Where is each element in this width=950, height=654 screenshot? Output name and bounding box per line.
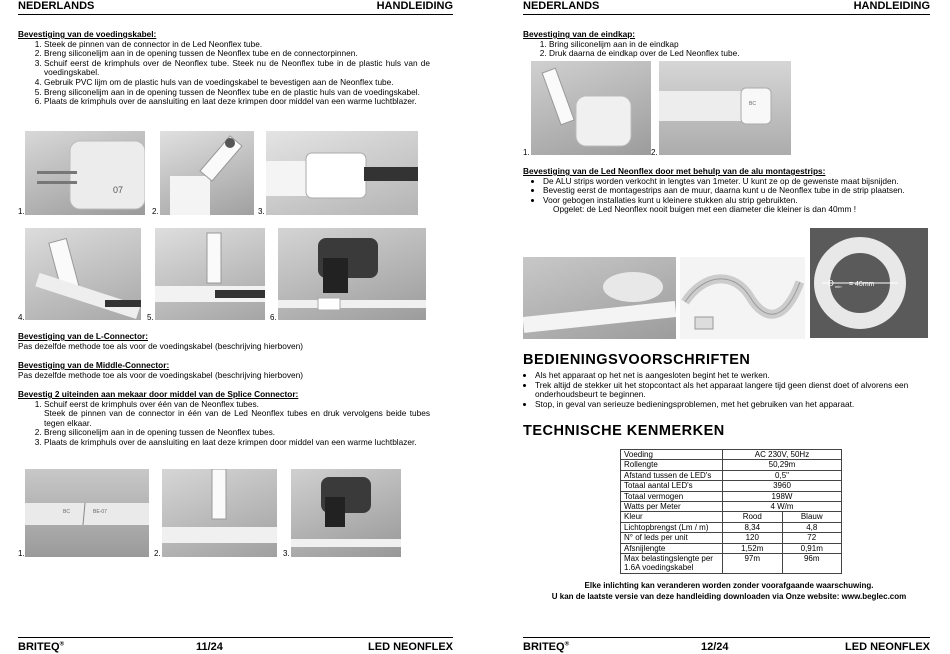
tube-print: BC bbox=[749, 101, 756, 107]
photo-heat-gun bbox=[278, 228, 426, 320]
bullet-item: • Stop, in geval van serieuze bedieningsproblemen, met het gebruiken van het apparaat. bbox=[535, 400, 935, 410]
section-text: Pas dezelfde methode toe als voor de voedingskabel (beschrijving hierboven) bbox=[18, 369, 304, 380]
step-item: 2. Breng siliconelijm aan in de opening tussen de Neonflex tubes. bbox=[44, 428, 430, 438]
warning-text: Opgelet: de Led Neonflex nooit buigen met een diameter die kleiner is dan 40mm ! bbox=[553, 204, 857, 215]
photo-min-diameter bbox=[810, 228, 928, 338]
photo-alu-strip-mount-art bbox=[523, 257, 676, 339]
section-title: Bevestiging van de voedingskabel: bbox=[18, 29, 157, 39]
spec-value: 50,29m bbox=[723, 460, 842, 470]
step-item: 2. Breng siliconelijm aan in de opening tussen de Neonflex tube en de connectorpinnen. bbox=[44, 49, 430, 59]
bullet-item: • Voor gebogen installaties kunt u kleinere stukken alu strip gebruikten. bbox=[543, 196, 935, 206]
spec-value-red: 8,34 bbox=[723, 522, 783, 532]
bullet-list bbox=[523, 177, 935, 206]
section-title: Bevestig 2 uiteinden aan mekaar door middel van de Splice Connector: bbox=[18, 389, 299, 399]
photo-number: 1. bbox=[523, 148, 530, 157]
step-list bbox=[523, 40, 935, 59]
spec-value-red: 97m bbox=[723, 554, 783, 574]
spec-value: 0,5" bbox=[723, 470, 842, 480]
step-list bbox=[18, 400, 430, 448]
section-alu-strips bbox=[523, 167, 935, 215]
photo-splice-heat-art bbox=[291, 469, 401, 557]
page-header bbox=[523, 0, 930, 15]
table-row bbox=[621, 491, 842, 501]
photo-heat-gun-art bbox=[278, 228, 426, 320]
bullet-item: • Als het apparaat op het net is aangesloten begint het te werken. bbox=[535, 371, 935, 381]
section-title: Bevestiging van de Led Neonflex door met behulp van de alu montagestrips: bbox=[523, 166, 826, 176]
table-row bbox=[621, 470, 842, 480]
spec-label: Kleur bbox=[621, 512, 723, 522]
tube-print: BE-07 bbox=[93, 509, 107, 515]
photo-two-tubes-art bbox=[25, 469, 149, 557]
brand-name: BRITEQ bbox=[18, 641, 60, 653]
step-continuation: Steek de pinnen van de connector in één van de Led Neonflex tubes en druk vervolgens beide tubes tegen elkaar. bbox=[44, 408, 430, 428]
photo-silicone-glue bbox=[160, 131, 254, 215]
header-doc-type: HANDLEIDING bbox=[376, 0, 453, 12]
table-row bbox=[621, 533, 842, 543]
notice-text: Elke inlichting kan veranderen worden zonder voorafgaande waarschuwing. bbox=[584, 581, 874, 590]
header-doc-type: HANDLEIDING bbox=[853, 0, 930, 12]
photo-two-tubes bbox=[25, 469, 149, 557]
spec-label: N° of leds per unit bbox=[621, 533, 723, 543]
spec-value-blue: 96m bbox=[782, 554, 842, 574]
header-language: NEDERLANDS bbox=[18, 0, 95, 12]
spec-value-red: Rood bbox=[723, 512, 783, 522]
table-row bbox=[621, 554, 842, 574]
section-end-cap bbox=[523, 30, 935, 59]
step-item: 3. Schuif eerst de krimphuls over de Neonflex tube. Steek nu de Neonflex tube in de plastic huls van de voedingskabel. bbox=[44, 59, 430, 78]
table-row bbox=[621, 543, 842, 553]
photo-silicone-sleeve-art bbox=[155, 228, 265, 320]
photo-splice-heat bbox=[291, 469, 401, 557]
photo-number: 5. bbox=[147, 313, 154, 322]
section-splice-connector bbox=[18, 390, 430, 448]
spec-value-red: 1,52m bbox=[723, 543, 783, 553]
photo-pvc-glue bbox=[25, 228, 141, 320]
spec-value-blue: Blauw bbox=[782, 512, 842, 522]
spec-value: 4 W/m bbox=[723, 502, 842, 512]
tube-print: BC bbox=[63, 509, 70, 515]
table-row bbox=[621, 481, 842, 491]
photo-number: 6. bbox=[270, 313, 277, 322]
right-page bbox=[475, 0, 950, 654]
spec-label: Afstand tussen de LED's bbox=[621, 470, 723, 480]
download-notice: U kan de laatste versie van deze handleiding downloaden via Onze website: www.beglec.com bbox=[551, 592, 907, 601]
photo-tube-in-sleeve bbox=[266, 131, 418, 215]
step-item: 2. Druk daarna de eindkap over de Led Neonflex tube. bbox=[549, 49, 935, 59]
tube-print: 07 bbox=[113, 185, 124, 195]
photo-pvc-glue-art bbox=[25, 228, 141, 320]
spec-value-blue: 0,91m bbox=[782, 543, 842, 553]
step-item: 3. Plaats de krimphuls over de aansluiting en laat deze krimpen door middel van een warme luchtblazer. bbox=[44, 438, 430, 448]
page-footer bbox=[18, 637, 453, 654]
footer-brand bbox=[523, 641, 569, 653]
spec-label: Watts per Meter bbox=[621, 502, 723, 512]
spec-table bbox=[620, 449, 842, 574]
photo-number: 2. bbox=[154, 549, 161, 558]
spec-value: 198W bbox=[723, 491, 842, 501]
diameter-label: D bbox=[828, 279, 834, 288]
section-power-cable bbox=[18, 30, 430, 107]
bullet-item: • De ALU strips worden verkocht in lengtes van 1meter. U kunt ze op de gewenste maat bijsnijden. bbox=[543, 177, 935, 187]
diameter-value: = 40mm bbox=[849, 281, 875, 288]
section-text: Pas dezelfde methode toe als voor de voedingskabel (beschrijving hierboven) bbox=[18, 340, 304, 351]
photo-min-diameter-art bbox=[810, 228, 928, 338]
bullet-list bbox=[523, 371, 935, 409]
diameter-subscript: min bbox=[835, 284, 842, 289]
spec-label: Totaal vermogen bbox=[621, 491, 723, 501]
photo-end-cap-fitted bbox=[659, 61, 791, 155]
step-item: 1. Bring siliconelijm aan in de eindkap bbox=[549, 40, 935, 50]
heading-technical: TECHNISCHE KENMERKEN bbox=[523, 423, 725, 439]
table-row bbox=[621, 522, 842, 532]
photo-end-cap-fitted-art bbox=[659, 61, 791, 155]
photo-bent-installation-art bbox=[680, 257, 805, 339]
registered-mark: ® bbox=[564, 641, 569, 648]
photo-number: 2. bbox=[651, 148, 658, 157]
photo-number: 1. bbox=[18, 207, 25, 216]
spec-label: Voeding bbox=[621, 450, 723, 460]
header-language: NEDERLANDS bbox=[523, 0, 600, 12]
photo-bent-installation bbox=[680, 257, 805, 339]
registered-mark: ® bbox=[59, 641, 64, 648]
step-list bbox=[18, 40, 430, 107]
photo-silicone-sleeve bbox=[155, 228, 265, 320]
heading-operation: BEDIENINGSVOORSCHRIFTEN bbox=[523, 352, 751, 368]
section-title: Bevestiging van de eindkap: bbox=[523, 29, 636, 39]
section-l-connector bbox=[18, 332, 430, 351]
photo-number: 1. bbox=[18, 549, 25, 558]
spec-value: AC 230V, 50Hz bbox=[723, 450, 842, 460]
photo-end-cap-glue-art bbox=[531, 61, 651, 155]
photo-number: 4. bbox=[18, 313, 25, 322]
spec-label: Rollengte bbox=[621, 460, 723, 470]
table-row bbox=[621, 502, 842, 512]
photo-end-cap-glue bbox=[531, 61, 651, 155]
section-title: Bevestiging van de Middle-Connector: bbox=[18, 360, 170, 370]
spec-label: Max belastingslengte per 1.6A voedingskabel bbox=[621, 554, 723, 574]
footer-page-number: 12/24 bbox=[701, 641, 729, 653]
photo-splice-glue-art bbox=[162, 469, 277, 557]
photo-alu-strip-mount bbox=[523, 257, 676, 339]
spec-label: Lichtopbrengst (Lm / m) bbox=[621, 522, 723, 532]
brand-name: BRITEQ bbox=[523, 641, 565, 653]
spec-value-blue: 4,8 bbox=[782, 522, 842, 532]
spec-value: 3960 bbox=[723, 481, 842, 491]
photo-connector-pins bbox=[25, 131, 145, 215]
bullet-item: • Trek altijd de stekker uit het stopcontact als het apparaat langere tijd geen dienst doet of alvorens een onderhoudsbeurt te beginnen. bbox=[535, 381, 935, 400]
table-row bbox=[621, 450, 842, 460]
page-header bbox=[18, 0, 453, 15]
spec-label: Totaal aantal LED's bbox=[621, 481, 723, 491]
photo-number: 3. bbox=[258, 207, 265, 216]
step-item: 4. Gebruik PVC lijm om de plastic huls van de voedingskabel te bevestigen aan de Neonflex tube. bbox=[44, 78, 430, 88]
footer-product: LED NEONFLEX bbox=[368, 641, 453, 653]
photo-silicone-glue-art bbox=[160, 131, 254, 215]
step-item: 5. Breng siliconelijm aan in de opening tussen de Neonflex tube en de plastic huls van de voedingskabel. bbox=[44, 88, 430, 98]
bullet-item: • Bevestig eerst de montagestrips aan de muur, daarna kunt u de Neonflex tube in de strip plaatsen. bbox=[543, 186, 935, 196]
spec-label: Afsnijlengte bbox=[621, 543, 723, 553]
photo-connector-pins-art bbox=[25, 131, 145, 215]
photo-number: 3. bbox=[283, 549, 290, 558]
table-row bbox=[621, 512, 842, 522]
section-operation bbox=[523, 371, 935, 409]
page-footer bbox=[523, 637, 930, 654]
section-title: Bevestiging van de L-Connector: bbox=[18, 331, 148, 341]
spec-value-red: 120 bbox=[723, 533, 783, 543]
footer-brand bbox=[18, 641, 64, 653]
spec-value-blue: 72 bbox=[782, 533, 842, 543]
step-item: 1. Steek de pinnen van de connector in de Led Neonflex tube. bbox=[44, 40, 430, 50]
section-middle-connector bbox=[18, 361, 430, 380]
table-row bbox=[621, 460, 842, 470]
step-item bbox=[44, 400, 430, 429]
step-text: Schuif eerst de krimphuls over één van de Neonflex tubes. bbox=[44, 398, 259, 409]
footer-product: LED NEONFLEX bbox=[845, 641, 930, 653]
photo-number: 2. bbox=[152, 207, 159, 216]
photo-tube-in-sleeve-art bbox=[266, 131, 418, 215]
footer-page-number: 11/24 bbox=[196, 641, 223, 653]
photo-splice-glue bbox=[162, 469, 277, 557]
step-item: 6. Plaats de krimphuls over de aansluiting en laat deze krimpen door middel van een warme luchtblazer. bbox=[44, 97, 430, 107]
